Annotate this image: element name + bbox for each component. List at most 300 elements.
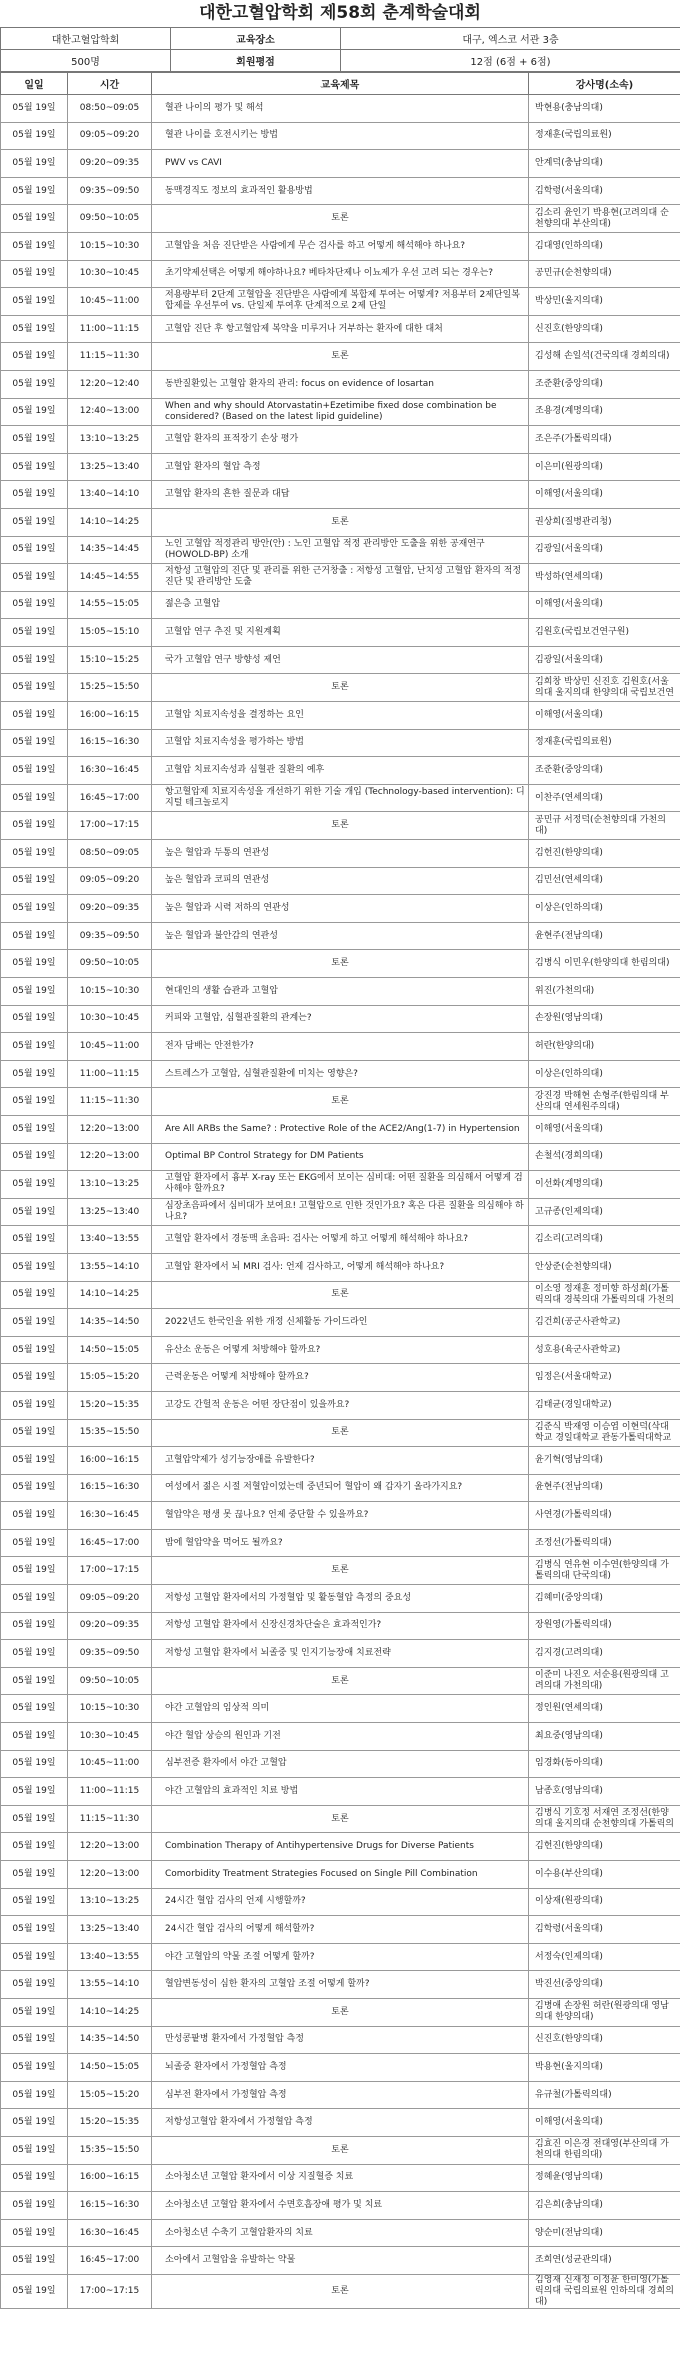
session-title-cell: 고강도 간헐적 운동은 어떤 장단점이 있을까요? [152, 1391, 529, 1419]
time-cell: 09:20~09:35 [68, 895, 152, 923]
time-cell: 14:55~15:05 [68, 591, 152, 619]
date-cell: 05월 19일 [1, 1557, 68, 1585]
time-cell: 11:00~11:15 [68, 315, 152, 343]
date-cell: 05월 19일 [1, 1861, 68, 1889]
table-row [1, 1778, 680, 1806]
lecturer-cell: 이찬주(연세의대) [529, 784, 680, 812]
date-cell: 05월 19일 [1, 2136, 68, 2164]
session-title-cell: Comorbidity Treatment Strategies Focused on Single Pill Combination [152, 1861, 529, 1889]
table-row [1, 646, 680, 674]
discussion-cell: 토론 [152, 1088, 529, 1116]
date-cell: 05월 19일 [1, 1005, 68, 1033]
table-row [1, 1005, 680, 1033]
table-row [1, 1171, 680, 1199]
lecturer-cell: 정혜윤(영남의대) [529, 2164, 680, 2192]
session-title-cell: 야간 혈압 상승의 원인과 기전 [152, 1723, 529, 1751]
table-row [1, 1198, 680, 1226]
table-row [1, 895, 680, 923]
date-cell: 05월 19일 [1, 1419, 68, 1447]
session-title-cell: 야간 고혈압의 임상적 의미 [152, 1695, 529, 1723]
date-cell: 05월 19일 [1, 1088, 68, 1116]
table-row [1, 1309, 680, 1337]
date-cell: 05월 19일 [1, 840, 68, 868]
session-title-cell: 만성콩팥병 환자에서 가정혈압 측정 [152, 2026, 529, 2054]
session-title-cell: 고혈압 환자의 표적장기 손상 평가 [152, 426, 529, 454]
lecturer-cell: 남종호(영남의대) [529, 1778, 680, 1806]
date-cell: 05월 19일 [1, 2081, 68, 2109]
session-title-cell: 높은 혈압과 코피의 연관성 [152, 867, 529, 895]
session-title-cell: 높은 혈압과 두통의 연관성 [152, 840, 529, 868]
table-row [1, 1226, 680, 1254]
lecturer-cell: 박상민(울지의대) [529, 288, 680, 316]
time-cell: 14:50~15:05 [68, 1336, 152, 1364]
table-row [1, 2136, 680, 2164]
discussion-cell: 토론 [152, 1667, 529, 1695]
lecturer-cell: 조은주(가톨릭의대) [529, 426, 680, 454]
lecturer-cell: 이상은(인하의대) [529, 895, 680, 923]
discussion-cell: 토론 [152, 1805, 529, 1833]
session-title-cell: 노인 고혈압 적정관리 방안(안) : 노인 고혈압 적정 관리방안 도출을 위한 공재연구 (HOWOLD-BP) 소개 [152, 536, 529, 564]
session-title-cell: 고혈압 환자의 혈압 측정 [152, 453, 529, 481]
lecturer-cell: 김학령(서울의대) [529, 177, 680, 205]
table-row [1, 2274, 680, 2308]
session-title-cell: 유산소 운동은 어떻게 처방해야 할까요? [152, 1336, 529, 1364]
time-cell: 15:35~15:50 [68, 2136, 152, 2164]
table-row [1, 205, 680, 233]
date-cell: 05월 19일 [1, 2164, 68, 2192]
table-row [1, 1474, 680, 1502]
lecturer-cell: 공민규 서정덕(순천향의대 가천의대) [529, 812, 680, 840]
time-cell: 13:40~14:10 [68, 481, 152, 509]
lecturer-cell: 김은희(충남의대) [529, 2192, 680, 2220]
session-title-cell: 높은 혈압과 불안감의 연관성 [152, 922, 529, 950]
date-cell: 05월 19일 [1, 1309, 68, 1337]
table-row [1, 1060, 680, 1088]
lecturer-cell: 손철석(경희의대) [529, 1143, 680, 1171]
time-cell: 15:20~15:35 [68, 1391, 152, 1419]
session-title-cell: 동반질환있는 고혈압 환자의 관리: focus on evidence of losartan [152, 370, 529, 398]
table-row [1, 1805, 680, 1833]
date-cell: 05월 19일 [1, 150, 68, 178]
time-cell: 16:15~16:30 [68, 729, 152, 757]
time-cell: 15:25~15:50 [68, 674, 152, 702]
header-title: 교육제목 [152, 73, 529, 95]
date-cell: 05월 19일 [1, 1612, 68, 1640]
table-row [1, 1557, 680, 1585]
time-cell: 17:00~17:15 [68, 2274, 152, 2308]
lecturer-cell: 조용경(계명의대) [529, 398, 680, 426]
time-cell: 15:05~15:10 [68, 619, 152, 647]
table-row [1, 564, 680, 592]
time-cell: 09:50~10:05 [68, 950, 152, 978]
session-title-cell: 소아청소년 고혈압 환자에서 이상 지질혈증 치료 [152, 2164, 529, 2192]
table-row [1, 508, 680, 536]
date-cell: 05월 19일 [1, 2219, 68, 2247]
lecturer-cell: 위진(가천의대) [529, 978, 680, 1006]
time-cell: 16:45~17:00 [68, 784, 152, 812]
date-cell: 05월 19일 [1, 260, 68, 288]
session-title-cell: 고혈압 치료지속성을 결정하는 요인 [152, 702, 529, 730]
date-cell: 05월 19일 [1, 922, 68, 950]
lecturer-cell: 신진호(한양의대) [529, 2026, 680, 2054]
time-cell: 10:45~11:00 [68, 1033, 152, 1061]
date-cell: 05월 19일 [1, 288, 68, 316]
date-cell: 05월 19일 [1, 1143, 68, 1171]
session-title-cell: 2022년도 한국인을 위한 개정 신체활동 가이드라인 [152, 1309, 529, 1337]
table-row [1, 867, 680, 895]
date-cell: 05월 19일 [1, 1529, 68, 1557]
date-cell: 05월 19일 [1, 1916, 68, 1944]
lecturer-cell: 김광일(서울의대) [529, 646, 680, 674]
time-cell: 14:45~14:55 [68, 564, 152, 592]
session-title-cell: 근력운동은 어떻게 처방해야 할까요? [152, 1364, 529, 1392]
time-cell: 16:45~17:00 [68, 1529, 152, 1557]
lecturer-cell: 임경화(동아의대) [529, 1750, 680, 1778]
lecturer-cell: 정인원(연세의대) [529, 1695, 680, 1723]
session-title-cell: Combination Therapy of Antihypertensive Drugs for Diverse Patients [152, 1833, 529, 1861]
session-title-cell: 24시간 혈압 검사의 어떻게 해석할까? [152, 1916, 529, 1944]
time-cell: 16:30~16:45 [68, 1502, 152, 1530]
date-cell: 05월 19일 [1, 1060, 68, 1088]
table-row [1, 1695, 680, 1723]
table-row [1, 1033, 680, 1061]
schedule-body [1, 95, 680, 2309]
discussion-cell: 토론 [152, 812, 529, 840]
session-title-cell: 고혈압 치료지속성을 평가하는 방법 [152, 729, 529, 757]
date-cell: 05월 19일 [1, 426, 68, 454]
time-cell: 09:35~09:50 [68, 177, 152, 205]
date-cell: 05월 19일 [1, 1033, 68, 1061]
time-cell: 13:10~13:25 [68, 426, 152, 454]
table-row [1, 370, 680, 398]
lecturer-cell: 유규철(가톨릭의대) [529, 2081, 680, 2109]
session-title-cell: 고혈압 환자에서 흉부 X-ray 또는 EKG에서 보이는 심비대: 어떤 질환을 의심해서 어떻게 검사해야 할까요? [152, 1171, 529, 1199]
table-row [1, 1723, 680, 1751]
lecturer-cell: 이해영(서울의대) [529, 1115, 680, 1143]
lecturer-cell: 임정은(서울대학교) [529, 1364, 680, 1392]
session-title-cell: 항고혈압제 치료지속성을 개선하기 위한 기술 개입 (Technology-based intervention): 디지털 테크놀로지 [152, 784, 529, 812]
lecturer-cell: 이해영(서울의대) [529, 591, 680, 619]
table-row [1, 729, 680, 757]
date-cell: 05월 19일 [1, 591, 68, 619]
lecturer-cell: 안계덕(충남의대) [529, 150, 680, 178]
lecturer-cell: 김효진 이은경 전대영(부산의대 가천의대 한림의대) [529, 2136, 680, 2164]
session-title-cell: 심장초음파에서 심비대가 보여요! 고혈압으로 인한 것인가요? 혹은 다른 질환을 의심해야 하나요? [152, 1198, 529, 1226]
lecturer-cell: 윤현주(전남의대) [529, 1474, 680, 1502]
lecturer-cell: 이소영 정재훈 정미향 하성희(가톨릭의대 경북의대 가톨릭의대 가천의 [529, 1281, 680, 1309]
table-row [1, 1943, 680, 1971]
date-cell: 05월 19일 [1, 398, 68, 426]
table-row [1, 2219, 680, 2247]
attendance-value: 500명 [1, 50, 171, 72]
time-cell: 09:35~09:50 [68, 1640, 152, 1668]
session-title-cell: 야간 고혈압의 효과적인 치료 방법 [152, 1778, 529, 1806]
time-cell: 09:05~09:20 [68, 867, 152, 895]
time-cell: 08:50~09:05 [68, 95, 152, 123]
session-title-cell: 고혈압 연구 추진 및 지원계획 [152, 619, 529, 647]
event-info-table [0, 27, 680, 72]
date-cell: 05월 19일 [1, 757, 68, 785]
date-cell: 05월 19일 [1, 867, 68, 895]
time-cell: 14:35~14:50 [68, 2026, 152, 2054]
lecturer-cell: 박진선(중앙의대) [529, 1971, 680, 1999]
time-cell: 13:10~13:25 [68, 1171, 152, 1199]
discussion-cell: 토론 [152, 508, 529, 536]
date-cell: 05월 19일 [1, 1723, 68, 1751]
lecturer-cell: 강진경 박해현 손형주(한림의대 부산의대 연세원주의대) [529, 1088, 680, 1116]
discussion-cell: 토론 [152, 1557, 529, 1585]
time-cell: 13:25~13:40 [68, 453, 152, 481]
table-row [1, 1998, 680, 2026]
table-row [1, 260, 680, 288]
table-row [1, 150, 680, 178]
table-row [1, 232, 680, 260]
lecturer-cell: 윤현주(전남의대) [529, 922, 680, 950]
discussion-cell: 토론 [152, 2136, 529, 2164]
date-cell: 05월 19일 [1, 1695, 68, 1723]
session-title-cell: 고혈압 환자에서 경동맥 초음파: 검사는 어떻게 하고 어떻게 해석해야 하나요? [152, 1226, 529, 1254]
discussion-cell: 토론 [152, 205, 529, 233]
table-row [1, 177, 680, 205]
session-title-cell: 초기약제선택은 어떻게 해야하나요? 베타차단제나 이뇨제가 우선 고려 되는 경우는? [152, 260, 529, 288]
time-cell: 15:35~15:50 [68, 1419, 152, 1447]
session-title-cell: 소아청소년 고혈압 환자에서 수면호흡장애 평가 및 치료 [152, 2192, 529, 2220]
venue-label: 교육장소 [171, 28, 341, 50]
table-row [1, 481, 680, 509]
table-row [1, 1336, 680, 1364]
date-cell: 05월 19일 [1, 1281, 68, 1309]
lecturer-cell: 이해영(서울의대) [529, 481, 680, 509]
session-title-cell: 저용량부터 2단계 고혈압을 진단받은 사람에게 복합제 투여는 어떻게? 저용부터 2제단일복합제를 우선투여 vs. 단일제 투여후 단계적으로 2제 단일 [152, 288, 529, 316]
table-row [1, 840, 680, 868]
time-cell: 16:30~16:45 [68, 757, 152, 785]
lecturer-cell: 김헌진(한양의대) [529, 1833, 680, 1861]
schedule-header-row [1, 73, 680, 95]
lecturer-cell: 김광일(서울의대) [529, 536, 680, 564]
table-row [1, 1861, 680, 1889]
header-date: 일일 [1, 73, 68, 95]
table-row [1, 1419, 680, 1447]
session-title-cell: 저항성 고혈압 환자에서 뇌졸중 및 인지기능장애 치료전략 [152, 1640, 529, 1668]
discussion-cell: 토론 [152, 1998, 529, 2026]
lecturer-cell: 조희연(성균관의대) [529, 2247, 680, 2275]
time-cell: 09:50~10:05 [68, 205, 152, 233]
table-row [1, 1640, 680, 1668]
date-cell: 05월 19일 [1, 1805, 68, 1833]
table-row [1, 398, 680, 426]
table-row [1, 1391, 680, 1419]
time-cell: 14:50~15:05 [68, 2054, 152, 2082]
table-row [1, 757, 680, 785]
table-row [1, 1447, 680, 1475]
session-title-cell: Are All ARBs the Same? : Protective Role of the ACE2/Ang(1-7) in Hypertension [152, 1115, 529, 1143]
lecturer-cell: 김혜미(중앙의대) [529, 1585, 680, 1613]
table-row [1, 315, 680, 343]
date-cell: 05월 19일 [1, 1391, 68, 1419]
date-cell: 05월 19일 [1, 1971, 68, 1999]
date-cell: 05월 19일 [1, 978, 68, 1006]
date-cell: 05월 19일 [1, 1336, 68, 1364]
lecturer-cell: 최요중(영남의대) [529, 1723, 680, 1751]
time-cell: 16:00~16:15 [68, 2164, 152, 2192]
date-cell: 05월 19일 [1, 2274, 68, 2308]
session-title-cell: When and why should Atorvastatin+Ezetimibe fixed dose combination be considered? (Based on the latest lipid guideline) [152, 398, 529, 426]
session-title-cell: 젊은층 고혈압 [152, 591, 529, 619]
lecturer-cell: 권상희(질병관리청) [529, 508, 680, 536]
lecturer-cell: 정재훈(국립의료원) [529, 122, 680, 150]
time-cell: 14:35~14:45 [68, 536, 152, 564]
session-title-cell: 저항성 고혈압의 진단 및 관리를 위한 근거창출 : 저항성 고혈압, 난치성 고혈압 환자의 적정 진단 및 관리방안 도출 [152, 564, 529, 592]
lecturer-cell: 김병식 이민우(한양의대 한림의대) [529, 950, 680, 978]
lecturer-cell: 김병식 기호정 서재연 조정선(한양의대 울지의대 순천향의대 가톨릭의 [529, 1805, 680, 1833]
time-cell: 09:05~09:20 [68, 122, 152, 150]
table-row [1, 2026, 680, 2054]
table-row [1, 1585, 680, 1613]
discussion-cell: 토론 [152, 1419, 529, 1447]
table-row [1, 922, 680, 950]
session-title-cell: 스트레스가 고혈압, 심혈관질환에 미치는 영향은? [152, 1060, 529, 1088]
lecturer-cell: 김지경(고려의대) [529, 1640, 680, 1668]
date-cell: 05월 19일 [1, 1998, 68, 2026]
time-cell: 10:15~10:30 [68, 1695, 152, 1723]
lecturer-cell: 장원영(가톨릭의대) [529, 1612, 680, 1640]
session-title-cell: 고혈압 환자에서 뇌 MRI 검사: 언제 검사하고, 어떻게 해석해야 하나요? [152, 1253, 529, 1281]
table-row [1, 536, 680, 564]
lecturer-cell: 허란(한양의대) [529, 1033, 680, 1061]
time-cell: 16:45~17:00 [68, 2247, 152, 2275]
time-cell: 13:40~13:55 [68, 1943, 152, 1971]
table-row [1, 2164, 680, 2192]
lecturer-cell: 신진호(한양의대) [529, 315, 680, 343]
header-lecturer: 강사명(소속) [529, 73, 680, 95]
table-row [1, 426, 680, 454]
table-row [1, 1888, 680, 1916]
time-cell: 15:20~15:35 [68, 2109, 152, 2137]
date-cell: 05월 19일 [1, 1253, 68, 1281]
date-cell: 05월 19일 [1, 950, 68, 978]
lecturer-cell: 박성하(연세의대) [529, 564, 680, 592]
lecturer-cell: 김대영(인하의대) [529, 232, 680, 260]
session-title-cell: 저항성 고혈압 환자에서의 가정혈압 및 활동혈압 측정의 중요성 [152, 1585, 529, 1613]
date-cell: 05월 19일 [1, 2192, 68, 2220]
time-cell: 10:15~10:30 [68, 978, 152, 1006]
time-cell: 13:55~14:10 [68, 1971, 152, 1999]
session-title-cell: 심부전 환자에서 가정혈압 측정 [152, 2081, 529, 2109]
lecturer-cell: 김준식 박재영 이승엽 이현덕(삭대학교 경일대학교 관동가톨릭대학교 [529, 1419, 680, 1447]
session-title-cell: 고혈압을 처음 진단받은 사람에게 무슨 검사를 하고 어떻게 해석해야 하나요? [152, 232, 529, 260]
session-title-cell: 저항성고혈압 환자에서 가정혈압 측정 [152, 2109, 529, 2137]
table-row [1, 619, 680, 647]
time-cell: 12:20~13:00 [68, 1833, 152, 1861]
date-cell: 05월 19일 [1, 370, 68, 398]
table-row [1, 2054, 680, 2082]
lecturer-cell: 조정선(가톨릭의대) [529, 1529, 680, 1557]
time-cell: 16:00~16:15 [68, 702, 152, 730]
time-cell: 16:30~16:45 [68, 2219, 152, 2247]
table-row [1, 1916, 680, 1944]
table-row [1, 812, 680, 840]
date-cell: 05월 19일 [1, 2247, 68, 2275]
time-cell: 16:15~16:30 [68, 2192, 152, 2220]
table-row [1, 1971, 680, 1999]
table-row [1, 1502, 680, 1530]
date-cell: 05월 19일 [1, 564, 68, 592]
time-cell: 10:30~10:45 [68, 1005, 152, 1033]
time-cell: 15:05~15:20 [68, 1364, 152, 1392]
lecturer-cell: 김병애 손장원 허란(원광의대 영남의대 한양의대) [529, 1998, 680, 2026]
lecturer-cell: 성호용(육군사관학교) [529, 1336, 680, 1364]
lecturer-cell: 이상재(원광의대) [529, 1888, 680, 1916]
lecturer-cell: 김원호(국립보건연구원) [529, 619, 680, 647]
lecturer-cell: 김학령(서울의대) [529, 1916, 680, 1944]
organizer-name: 대한고혈압학회 [1, 28, 171, 50]
lecturer-cell: 김건희(공군사관학교) [529, 1309, 680, 1337]
table-row [1, 950, 680, 978]
table-row [1, 591, 680, 619]
table-row [1, 1364, 680, 1392]
table-row [1, 1529, 680, 1557]
time-cell: 10:15~10:30 [68, 232, 152, 260]
date-cell: 05월 19일 [1, 1474, 68, 1502]
session-title-cell: 혈관 나이를 호전시키는 방법 [152, 122, 529, 150]
lecturer-cell: 김희창 박상민 신진호 김원호(서울의대 울지의대 한양의대 국립보건연 [529, 674, 680, 702]
time-cell: 12:40~13:00 [68, 398, 152, 426]
date-cell: 05월 19일 [1, 481, 68, 509]
session-title-cell: 뇌졸중 환자에서 가정혈압 측정 [152, 2054, 529, 2082]
time-cell: 14:35~14:50 [68, 1309, 152, 1337]
lecturer-cell: 공민규(순천향의대) [529, 260, 680, 288]
time-cell: 11:00~11:15 [68, 1778, 152, 1806]
date-cell: 05월 19일 [1, 1833, 68, 1861]
date-cell: 05월 19일 [1, 1585, 68, 1613]
lecturer-cell: 이수용(부산의대) [529, 1861, 680, 1889]
time-cell: 13:25~13:40 [68, 1198, 152, 1226]
date-cell: 05월 19일 [1, 1447, 68, 1475]
date-cell: 05월 19일 [1, 1198, 68, 1226]
lecturer-cell: 조준환(중앙의대) [529, 370, 680, 398]
date-cell: 05월 19일 [1, 1667, 68, 1695]
date-cell: 05월 19일 [1, 729, 68, 757]
date-cell: 05월 19일 [1, 646, 68, 674]
date-cell: 05월 19일 [1, 1115, 68, 1143]
lecturer-cell: 양순미(전남의대) [529, 2219, 680, 2247]
discussion-cell: 토론 [152, 674, 529, 702]
time-cell: 16:15~16:30 [68, 1474, 152, 1502]
session-title-cell: 동맥경직도 정보의 효과적인 활용방법 [152, 177, 529, 205]
time-cell: 09:20~09:35 [68, 1612, 152, 1640]
date-cell: 05월 19일 [1, 508, 68, 536]
lecturer-cell: 윤기혁(영남의대) [529, 1447, 680, 1475]
lecturer-cell: 김성해 손일석(건국의대 경희의대) [529, 343, 680, 371]
table-row [1, 978, 680, 1006]
schedule-table [0, 72, 680, 2309]
date-cell: 05월 19일 [1, 343, 68, 371]
table-row [1, 1088, 680, 1116]
time-cell: 10:30~10:45 [68, 260, 152, 288]
time-cell: 12:20~12:40 [68, 370, 152, 398]
table-row [1, 1612, 680, 1640]
table-row [1, 2081, 680, 2109]
table-row [1, 2192, 680, 2220]
time-cell: 14:10~14:25 [68, 1281, 152, 1309]
lecturer-cell: 사연경(가톨릭의대) [529, 1502, 680, 1530]
session-title-cell: 24시간 혈압 검사의 언제 시행할까? [152, 1888, 529, 1916]
lecturer-cell: 김영재 신재정 이정윤 한미영(가톨릭의대 국립의료원 인하의대 경희의대) [529, 2274, 680, 2308]
session-title-cell: 혈압변동성이 심한 환자의 고혈압 조절 어떻게 할까? [152, 1971, 529, 1999]
time-cell: 17:00~17:15 [68, 1557, 152, 1585]
header-time: 시간 [68, 73, 152, 95]
session-title-cell: 여성에서 젊은 시절 저혈압이었는데 중년되어 혈압이 왜 갑자기 올라가지요? [152, 1474, 529, 1502]
